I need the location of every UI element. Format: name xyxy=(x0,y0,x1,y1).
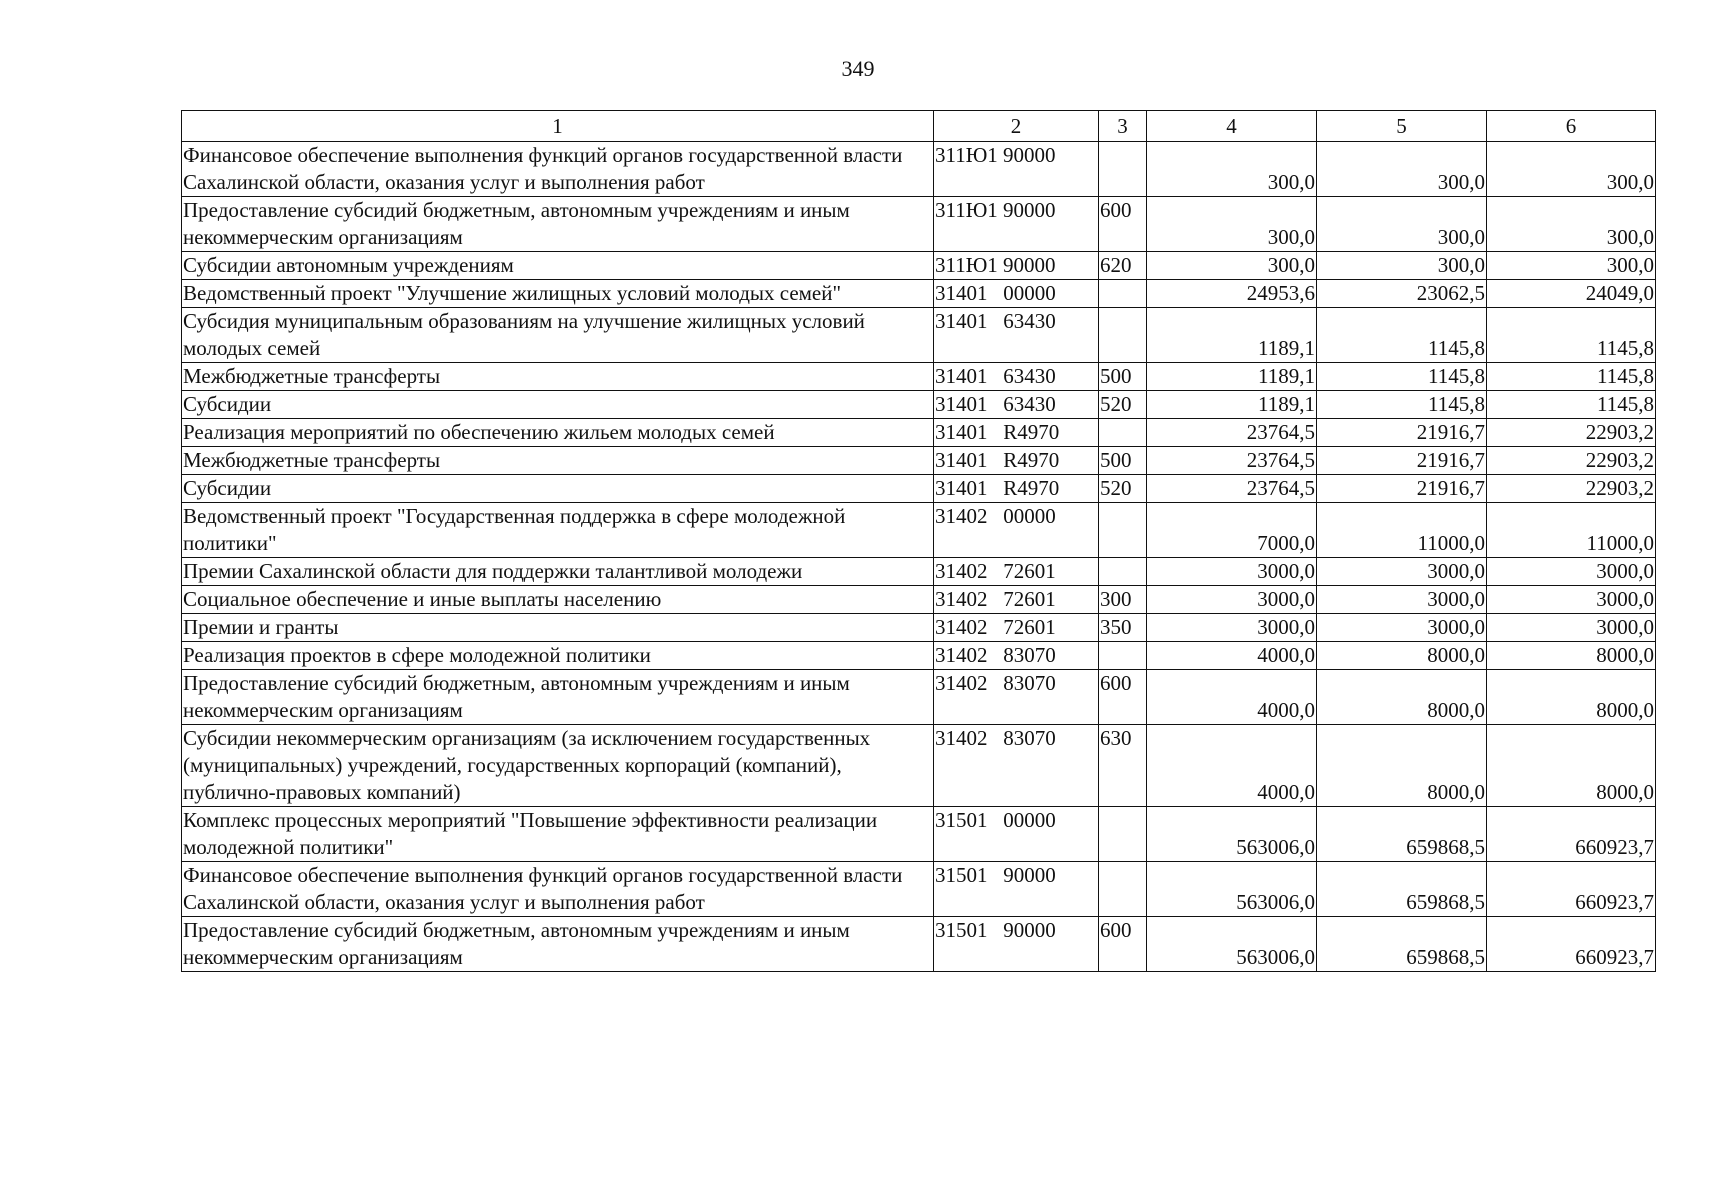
row-name-cell: Предоставление субсидий бюджетным, автономным учреждениям и иным некоммерческим организациям xyxy=(182,917,934,972)
row-type-cell: 600 xyxy=(1099,670,1147,725)
row-value-4-cell: 4000,0 xyxy=(1147,670,1317,725)
row-value-5-cell: 8000,0 xyxy=(1317,725,1487,807)
row-code-cell: 311Ю1 90000 xyxy=(934,252,1099,280)
row-code-cell: 31401 R4970 xyxy=(934,475,1099,503)
row-value-5-cell: 21916,7 xyxy=(1317,447,1487,475)
row-code-cell: 31501 90000 xyxy=(934,862,1099,917)
column-header: 1 xyxy=(182,111,934,142)
row-code-cell: 31501 90000 xyxy=(934,917,1099,972)
row-value-4-cell: 4000,0 xyxy=(1147,725,1317,807)
row-type-cell: 600 xyxy=(1099,917,1147,972)
row-name-cell: Ведомственный проект "Государственная поддержка в сфере молодежной политики" xyxy=(182,503,934,558)
row-value-4-cell: 300,0 xyxy=(1147,197,1317,252)
row-name-cell: Межбюджетные трансферты xyxy=(182,363,934,391)
row-value-5-cell: 659868,5 xyxy=(1317,917,1487,972)
row-type-cell xyxy=(1099,807,1147,862)
row-value-6-cell: 22903,2 xyxy=(1487,475,1656,503)
row-type-cell xyxy=(1099,503,1147,558)
row-type-cell: 630 xyxy=(1099,725,1147,807)
row-type-cell: 520 xyxy=(1099,475,1147,503)
row-value-4-cell: 23764,5 xyxy=(1147,419,1317,447)
table-row xyxy=(182,862,1656,917)
column-header: 3 xyxy=(1099,111,1147,142)
row-code-cell: 31401 63430 xyxy=(934,308,1099,363)
row-type-cell xyxy=(1099,558,1147,586)
row-value-6-cell: 3000,0 xyxy=(1487,558,1656,586)
row-code-cell: 311Ю1 90000 xyxy=(934,142,1099,197)
row-type-cell xyxy=(1099,308,1147,363)
row-name-cell: Субсидии xyxy=(182,391,934,419)
row-code-cell: 31402 00000 xyxy=(934,503,1099,558)
row-name-cell: Социальное обеспечение и иные выплаты населению xyxy=(182,586,934,614)
row-value-6-cell: 3000,0 xyxy=(1487,614,1656,642)
row-name-cell: Субсидии xyxy=(182,475,934,503)
row-code-cell: 31402 72601 xyxy=(934,586,1099,614)
row-name-cell: Ведомственный проект "Улучшение жилищных условий молодых семей" xyxy=(182,280,934,308)
row-name-cell: Субсидии некоммерческим организациям (за исключением государственных (муниципальных) учреждений, государственных корпораций (компаний), публично-правовых компаний) xyxy=(182,725,934,807)
row-value-6-cell: 8000,0 xyxy=(1487,642,1656,670)
row-type-cell xyxy=(1099,642,1147,670)
row-value-5-cell: 3000,0 xyxy=(1317,614,1487,642)
row-value-5-cell: 300,0 xyxy=(1317,252,1487,280)
row-value-4-cell: 3000,0 xyxy=(1147,558,1317,586)
row-value-6-cell: 1145,8 xyxy=(1487,308,1656,363)
row-value-4-cell: 23764,5 xyxy=(1147,447,1317,475)
row-value-4-cell: 1189,1 xyxy=(1147,308,1317,363)
row-name-cell: Реализация проектов в сфере молодежной политики xyxy=(182,642,934,670)
column-header: 6 xyxy=(1487,111,1656,142)
row-name-cell: Предоставление субсидий бюджетным, автономным учреждениям и иным некоммерческим организациям xyxy=(182,670,934,725)
row-name-cell: Субсидии автономным учреждениям xyxy=(182,252,934,280)
table-row xyxy=(182,142,1656,197)
row-value-4-cell: 23764,5 xyxy=(1147,475,1317,503)
row-value-4-cell: 300,0 xyxy=(1147,252,1317,280)
row-code-cell: 311Ю1 90000 xyxy=(934,197,1099,252)
row-code-cell: 31402 83070 xyxy=(934,642,1099,670)
row-type-cell: 600 xyxy=(1099,197,1147,252)
table-row xyxy=(182,670,1656,725)
row-value-4-cell: 300,0 xyxy=(1147,142,1317,197)
row-value-6-cell: 3000,0 xyxy=(1487,586,1656,614)
table-row xyxy=(182,614,1656,642)
row-value-6-cell: 8000,0 xyxy=(1487,670,1656,725)
table-row xyxy=(182,558,1656,586)
table-row xyxy=(182,475,1656,503)
table-row xyxy=(182,419,1656,447)
row-value-4-cell: 3000,0 xyxy=(1147,614,1317,642)
table-row xyxy=(182,917,1656,972)
row-name-cell: Комплекс процессных мероприятий "Повышение эффективности реализации молодежной политики" xyxy=(182,807,934,862)
row-value-6-cell: 300,0 xyxy=(1487,197,1656,252)
column-header: 2 xyxy=(934,111,1099,142)
row-value-4-cell: 563006,0 xyxy=(1147,862,1317,917)
row-value-5-cell: 23062,5 xyxy=(1317,280,1487,308)
row-code-cell: 31402 83070 xyxy=(934,670,1099,725)
row-type-cell xyxy=(1099,419,1147,447)
row-name-cell: Премии и гранты xyxy=(182,614,934,642)
table-row xyxy=(182,503,1656,558)
row-value-5-cell: 8000,0 xyxy=(1317,670,1487,725)
row-type-cell xyxy=(1099,280,1147,308)
row-code-cell: 31401 R4970 xyxy=(934,419,1099,447)
table-row xyxy=(182,363,1656,391)
row-value-5-cell: 3000,0 xyxy=(1317,586,1487,614)
row-code-cell: 31402 72601 xyxy=(934,558,1099,586)
column-header: 4 xyxy=(1147,111,1317,142)
table-row xyxy=(182,252,1656,280)
row-name-cell: Межбюджетные трансферты xyxy=(182,447,934,475)
row-value-6-cell: 660923,7 xyxy=(1487,807,1656,862)
row-value-6-cell: 660923,7 xyxy=(1487,862,1656,917)
row-value-5-cell: 659868,5 xyxy=(1317,807,1487,862)
row-value-4-cell: 563006,0 xyxy=(1147,917,1317,972)
row-value-5-cell: 3000,0 xyxy=(1317,558,1487,586)
row-value-5-cell: 659868,5 xyxy=(1317,862,1487,917)
table-row xyxy=(182,280,1656,308)
row-code-cell: 31401 63430 xyxy=(934,391,1099,419)
row-value-6-cell: 660923,7 xyxy=(1487,917,1656,972)
row-code-cell: 31402 72601 xyxy=(934,614,1099,642)
row-value-5-cell: 21916,7 xyxy=(1317,419,1487,447)
row-value-6-cell: 1145,8 xyxy=(1487,391,1656,419)
row-value-4-cell: 1189,1 xyxy=(1147,363,1317,391)
row-value-4-cell: 24953,6 xyxy=(1147,280,1317,308)
row-value-5-cell: 300,0 xyxy=(1317,142,1487,197)
row-value-6-cell: 8000,0 xyxy=(1487,725,1656,807)
row-value-4-cell: 4000,0 xyxy=(1147,642,1317,670)
table-row xyxy=(182,447,1656,475)
row-type-cell: 520 xyxy=(1099,391,1147,419)
row-value-4-cell: 3000,0 xyxy=(1147,586,1317,614)
row-value-4-cell: 7000,0 xyxy=(1147,503,1317,558)
table-body xyxy=(182,142,1656,972)
row-type-cell xyxy=(1099,862,1147,917)
table-row xyxy=(182,586,1656,614)
row-type-cell: 620 xyxy=(1099,252,1147,280)
row-type-cell: 500 xyxy=(1099,363,1147,391)
header-row xyxy=(182,111,1656,142)
row-value-6-cell: 300,0 xyxy=(1487,142,1656,197)
row-name-cell: Субсидия муниципальным образованиям на улучшение жилищных условий молодых семей xyxy=(182,308,934,363)
row-value-5-cell: 1145,8 xyxy=(1317,308,1487,363)
table-row xyxy=(182,308,1656,363)
row-type-cell xyxy=(1099,142,1147,197)
table-row xyxy=(182,642,1656,670)
column-header: 5 xyxy=(1317,111,1487,142)
table-row xyxy=(182,391,1656,419)
row-value-5-cell: 1145,8 xyxy=(1317,391,1487,419)
budget-table xyxy=(181,110,1656,972)
row-type-cell: 500 xyxy=(1099,447,1147,475)
row-value-4-cell: 563006,0 xyxy=(1147,807,1317,862)
row-code-cell: 31401 63430 xyxy=(934,363,1099,391)
row-value-5-cell: 8000,0 xyxy=(1317,642,1487,670)
row-value-5-cell: 300,0 xyxy=(1317,197,1487,252)
table-row xyxy=(182,807,1656,862)
row-code-cell: 31401 R4970 xyxy=(934,447,1099,475)
row-value-5-cell: 21916,7 xyxy=(1317,475,1487,503)
row-value-6-cell: 11000,0 xyxy=(1487,503,1656,558)
row-code-cell: 31402 83070 xyxy=(934,725,1099,807)
row-value-6-cell: 24049,0 xyxy=(1487,280,1656,308)
row-code-cell: 31501 00000 xyxy=(934,807,1099,862)
row-value-6-cell: 22903,2 xyxy=(1487,447,1656,475)
row-name-cell: Предоставление субсидий бюджетным, автономным учреждениям и иным некоммерческим организациям xyxy=(182,197,934,252)
table-row xyxy=(182,725,1656,807)
row-name-cell: Реализация мероприятий по обеспечению жильем молодых семей xyxy=(182,419,934,447)
row-value-6-cell: 1145,8 xyxy=(1487,363,1656,391)
row-value-6-cell: 22903,2 xyxy=(1487,419,1656,447)
row-type-cell: 300 xyxy=(1099,586,1147,614)
row-name-cell: Финансовое обеспечение выполнения функций органов государственной власти Сахалинской области, оказания услуг и выполнения работ xyxy=(182,142,934,197)
row-type-cell: 350 xyxy=(1099,614,1147,642)
row-value-5-cell: 1145,8 xyxy=(1317,363,1487,391)
row-value-4-cell: 1189,1 xyxy=(1147,391,1317,419)
page-number: 349 xyxy=(841,56,875,81)
row-code-cell: 31401 00000 xyxy=(934,280,1099,308)
row-name-cell: Финансовое обеспечение выполнения функций органов государственной власти Сахалинской области, оказания услуг и выполнения работ xyxy=(182,862,934,917)
table-row xyxy=(182,197,1656,252)
row-value-6-cell: 300,0 xyxy=(1487,252,1656,280)
row-name-cell: Премии Сахалинской области для поддержки талантливой молодежи xyxy=(182,558,934,586)
row-value-5-cell: 11000,0 xyxy=(1317,503,1487,558)
